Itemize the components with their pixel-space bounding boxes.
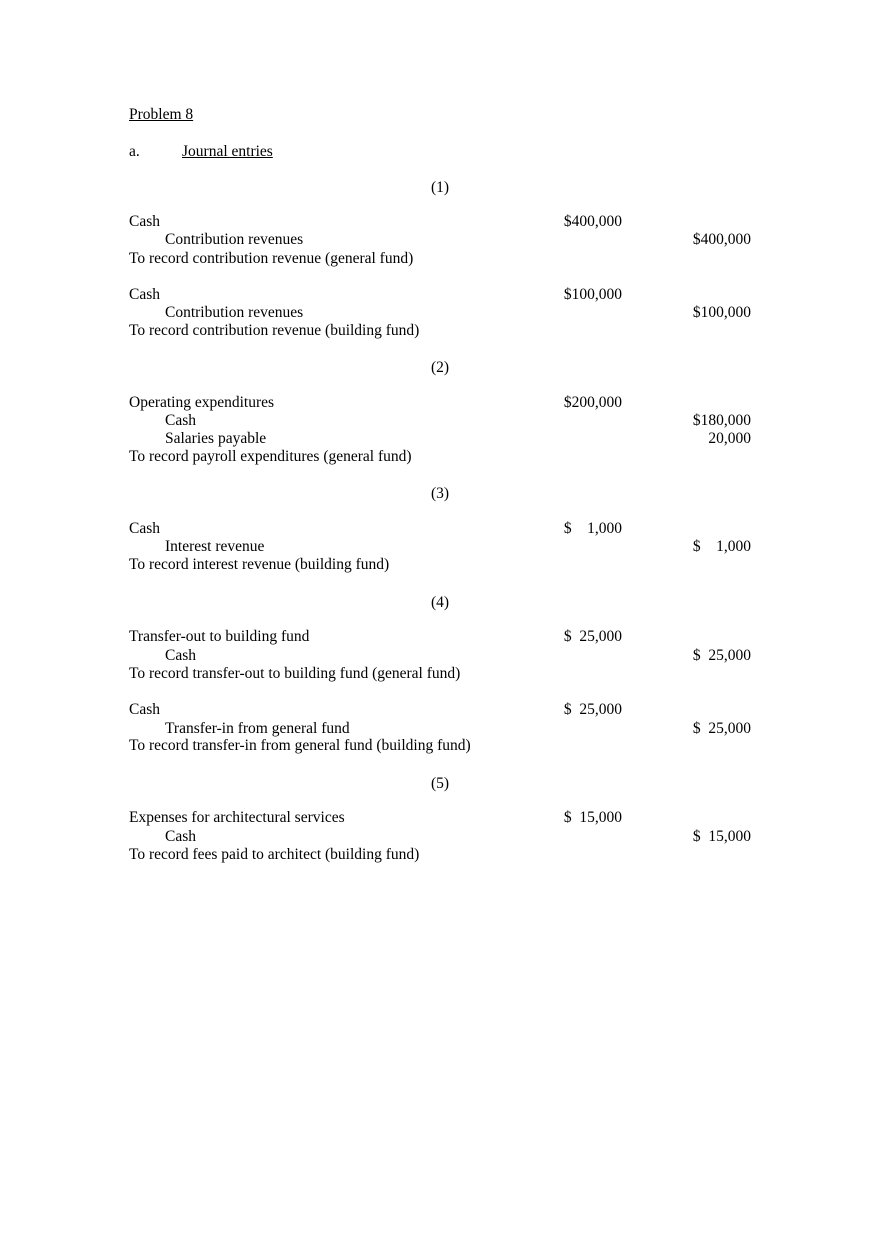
entry-memo: To record contribution revenue (building fund) [129, 322, 420, 339]
credit-account: Contribution revenues [165, 231, 304, 248]
credit-amount: $100,000 [692, 304, 751, 321]
credit-account: Transfer-in from general fund [165, 720, 350, 737]
section-number: (5) [430, 775, 450, 792]
debit-amount: $ 1,000 [563, 520, 622, 537]
problem-title: Problem 8 [129, 106, 194, 123]
section-number: (1) [430, 179, 450, 196]
debit-amount: $400,000 [563, 213, 622, 230]
section-number: (4) [430, 594, 450, 611]
debit-amount: $ 25,000 [563, 701, 622, 718]
debit-account: Cash [129, 520, 160, 537]
entry-memo: To record payroll expenditures (general fund) [129, 448, 412, 465]
debit-amount: $ 25,000 [563, 628, 622, 645]
part-title: Journal entries [182, 143, 273, 160]
entry-memo: To record interest revenue (building fund) [129, 556, 390, 573]
entry-memo: To record contribution revenue (general fund) [129, 250, 414, 267]
debit-account: Expenses for architectural services [129, 809, 345, 826]
part-label: a. [129, 143, 140, 160]
entry-memo: To record transfer-out to building fund (general fund) [129, 665, 461, 682]
credit-amount: $ 25,000 [692, 647, 751, 664]
credit-amount: $ 1,000 [692, 538, 751, 555]
debit-amount: $ 15,000 [563, 809, 622, 826]
entry-memo: To record fees paid to architect (building fund) [129, 846, 420, 863]
debit-account: Cash [129, 701, 160, 718]
debit-account: Cash [129, 213, 160, 230]
debit-amount: $200,000 [563, 394, 622, 411]
credit-account: Cash [165, 828, 196, 845]
credit-amount: $ 25,000 [692, 720, 751, 737]
debit-account: Transfer-out to building fund [129, 628, 310, 645]
section-number: (3) [430, 485, 450, 502]
credit-account: Cash [165, 647, 196, 664]
entry-memo: To record transfer-in from general fund (building fund) [129, 737, 471, 754]
credit-account: Contribution revenues [165, 304, 304, 321]
credit-amount: $180,000 [692, 412, 751, 429]
debit-amount: $100,000 [563, 286, 622, 303]
credit-account: Cash [165, 412, 196, 429]
credit-amount: 20,000 [708, 430, 751, 447]
credit-account: Salaries payable [165, 430, 267, 447]
section-number: (2) [430, 359, 450, 376]
credit-account: Interest revenue [165, 538, 265, 555]
debit-account: Cash [129, 286, 160, 303]
credit-amount: $ 15,000 [692, 828, 751, 845]
credit-amount: $400,000 [692, 231, 751, 248]
debit-account: Operating expenditures [129, 394, 275, 411]
